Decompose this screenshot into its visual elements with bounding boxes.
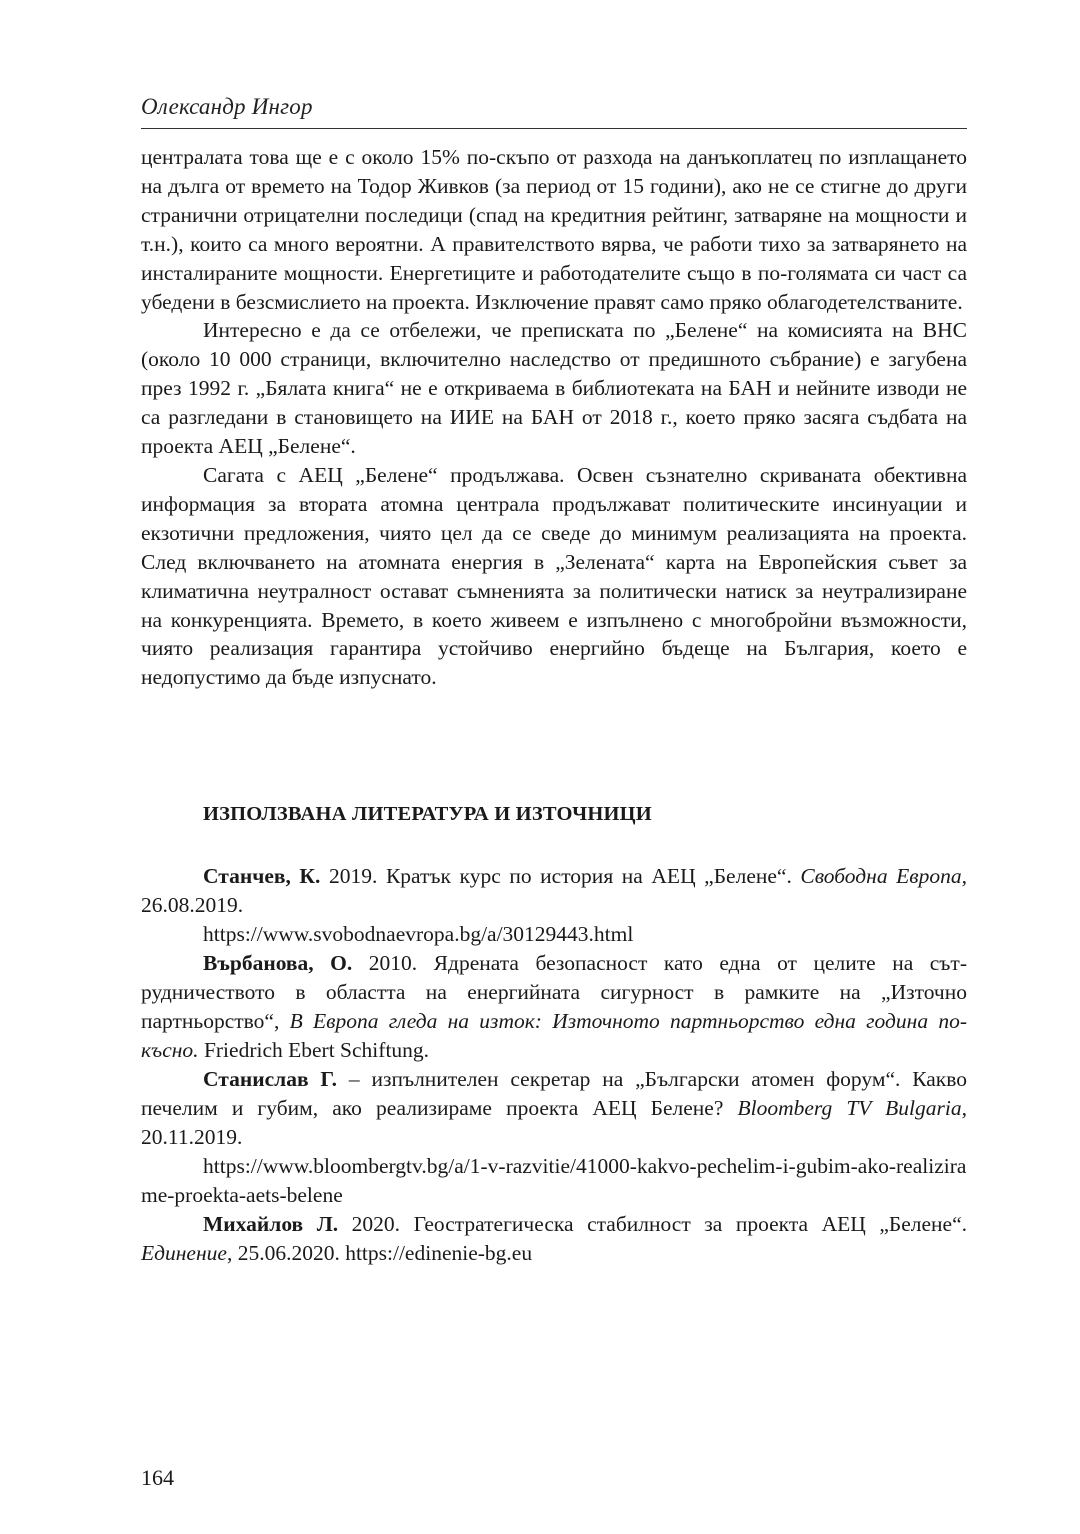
reference-source: Свободна Европа: [800, 864, 962, 888]
reference-author: Върбанова, О.: [203, 951, 353, 975]
page-number: 164: [141, 1465, 174, 1490]
reference-text: 2010. Ядрената безопасност като една от целите на сътрудничеството в областта на енергийната сигурност в рамките на „Източно партньорство“,: [141, 951, 967, 1033]
reference-tail: , 26.08.2019.: [141, 864, 967, 917]
body-paragraph: централата това ще е с около 15% по-скъпо от разхода на данъкоплатец по изплащането на дълга от времето на Тодор Живков (за период от 15 години), ако не се стигне до други странични отрицателни последици (спад на кредитния рейтинг, затваряне на мощности и т.н.), които са много вероятни. А правителството вярва, че работи тихо за затварянето на инсталираните мощности. Енергетиците и работодателите също в по-голямата си част са убедени в безсмислието на проекта. Изключение правят само пряко облагодетелстваните.: [141, 145, 967, 314]
reference-source: Bloomberg TV Bulgaria: [737, 1096, 962, 1120]
reference-author: Михайлов Л.: [203, 1212, 339, 1236]
body-text: [141, 143, 967, 692]
reference-entry: [141, 1210, 967, 1268]
reference-tail: , 25.06.2020. https://edinenie-bg.eu: [226, 1241, 533, 1265]
reference-text: – изпълнителен секретар на „Български атомен форум“. Какво печелим и губим, ако реализираме проекта АЕЦ Белене?: [141, 1067, 967, 1120]
header-divider: [141, 128, 967, 129]
reference-tail: Friedrich Ebert Schiftung.: [198, 1038, 430, 1062]
reference-url[interactable]: https://www.bloombergtv.bg/a/1-v-razvitie/41000-kakvo-pechelim-i-gubim-ako-realizirame-proekta-aets-belene: [141, 1154, 967, 1207]
reference-entry: [141, 1065, 967, 1152]
reference-author: Станислав Г.: [203, 1067, 338, 1091]
reference-source: В Европа гледа на изток: Източното партньорство една година по-късно.: [141, 1009, 967, 1062]
reference-url[interactable]: https://www.svobodnaevropa.bg/a/30129443.html: [203, 922, 634, 946]
body-paragraph: Интересно е да се отбележи, че преписката по „Белене“ на комисията на ВНС (около 10 000 страници, включително наследство от предишното събрание) е загубена през 1992 г. „Бялата книга“ не е откриваема в библиотеката на БАН и нейните изводи не са разгледани в становището на ИИЕ на БАН от 2018 г., което пряко засяга съдбата на проекта АЕЦ „Белене“.: [141, 318, 967, 459]
running-head: Олександр Ингор: [141, 94, 313, 119]
reference-text: 2020. Геостратегическа стабилност за проекта АЕЦ „Белене“.: [338, 1212, 967, 1236]
references-list: [141, 862, 967, 1268]
body-paragraph: Сагата с АЕЦ „Белене“ продължава. Освен съзнателно скриваната обективна информация за втората атомна централа продължават политическите инсинуации и екзотични предложения, чиято цел да се сведе до минимум реализацията на проекта. След включването на атомната енергия в „Зелената“ карта на Европейския съвет за климатична неутралност остават съмненията за политически натиск за неутрализиране на конкуренцията. Времето, в което живеем е изпълнено с многобройни възможности, чиято реализация гарантира устойчиво енергийно бъдеще на България, което е недопустимо да бъде изпуснато.: [141, 462, 967, 690]
reference-entry: [141, 949, 967, 1065]
reference-author: Станчев, К.: [203, 864, 321, 888]
reference-text: 2019. Кратък курс по история на АЕЦ „Белене“.: [320, 864, 801, 888]
reference-source: Единение: [141, 1241, 227, 1265]
reference-tail: , 20.11.2019.: [141, 1096, 967, 1149]
reference-entry: [141, 862, 967, 920]
references-heading: ИЗПОЛЗВАНА ЛИТЕРАТУРА И ИЗТОЧНИЦИ: [203, 803, 652, 825]
